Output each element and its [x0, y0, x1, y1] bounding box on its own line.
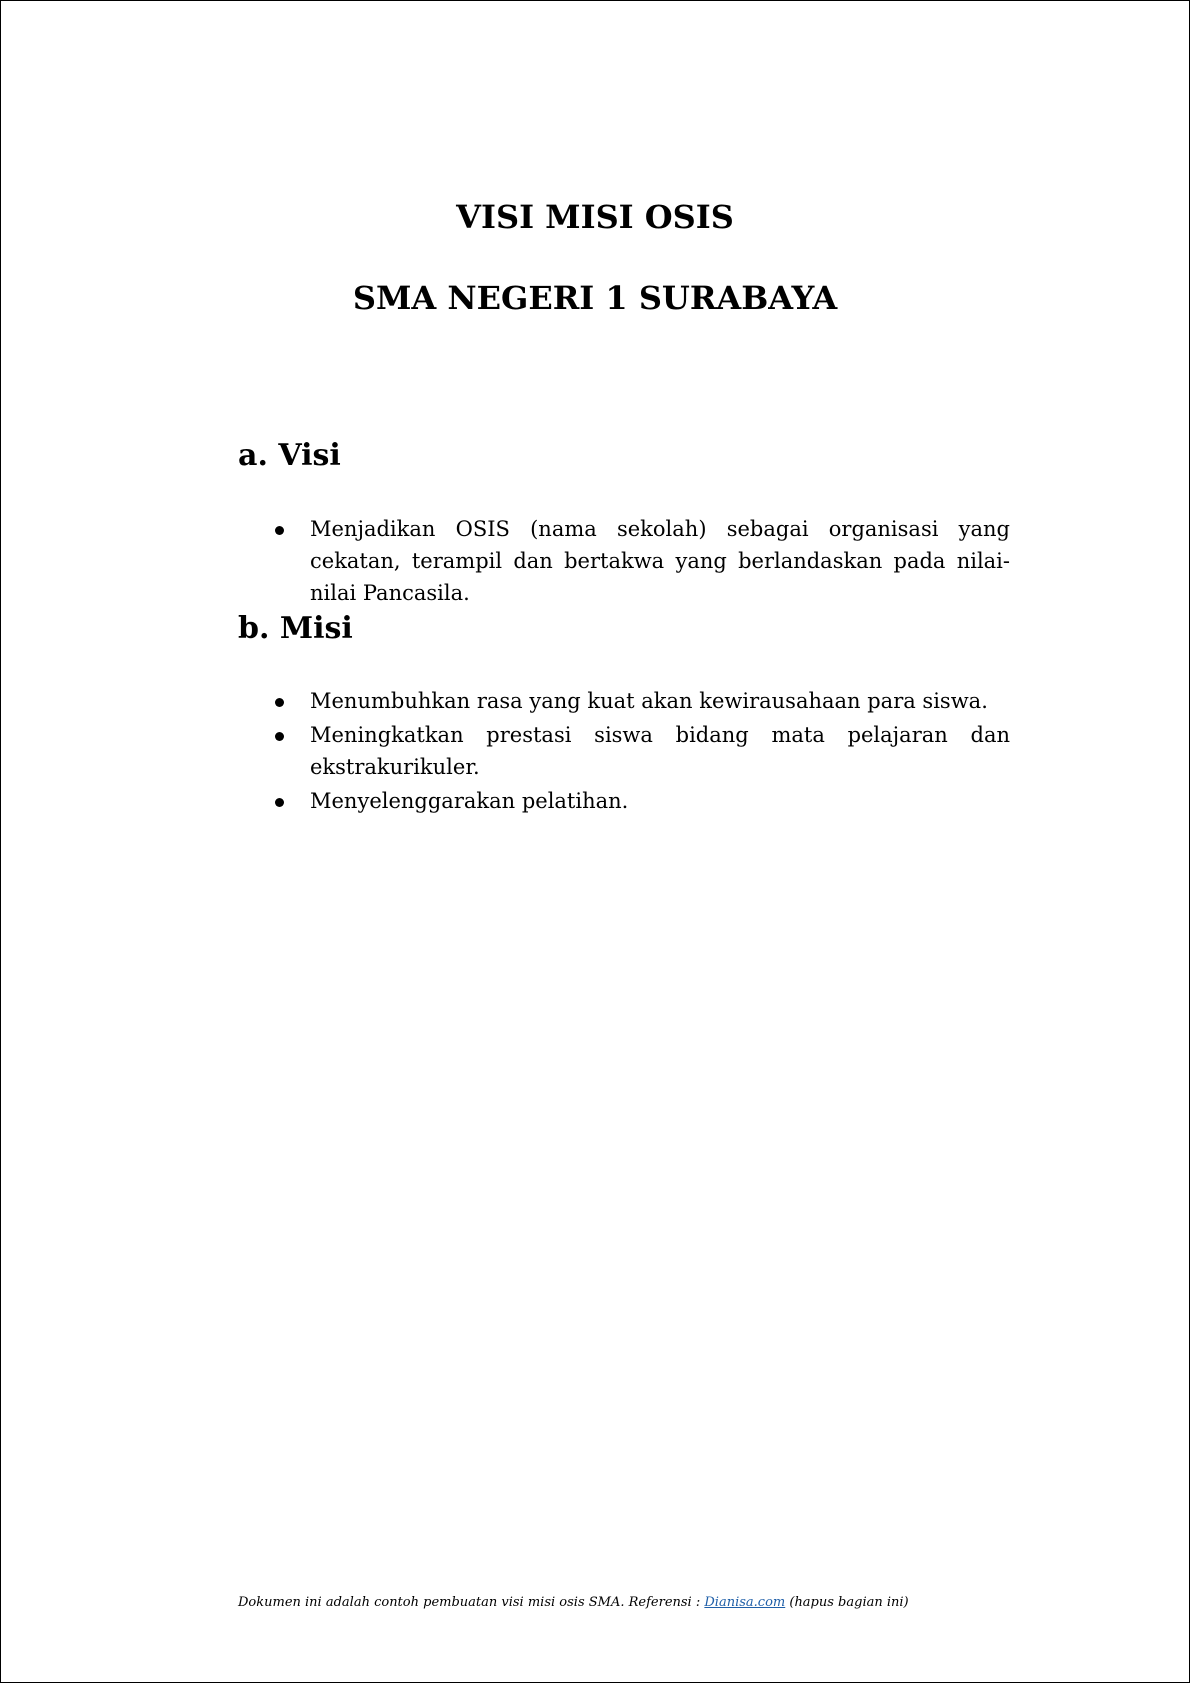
- bullet-icon: [275, 732, 284, 741]
- document-title: VISI MISI OSIS: [456, 198, 734, 236]
- list-item: [238, 513, 1010, 609]
- misi-list: [238, 685, 1010, 819]
- bullet-icon: [275, 698, 284, 707]
- list-item: [238, 785, 1010, 817]
- list-item: [238, 719, 1010, 783]
- bullet-icon: [275, 526, 284, 535]
- list-item-text: Meningkatkan prestasi siswa bidang mata pelajaran dan ekstrakurikuler.: [310, 723, 1010, 779]
- footer-suffix: (hapus bagian ini): [785, 1595, 909, 1610]
- list-item-text: Menjadikan OSIS (nama sekolah) sebagai organisasi yang cekatan, terampil dan bertakwa yang berlandaskan pada nilai-nilai Pancasila.: [310, 517, 1010, 605]
- list-item-text: Menyelenggarakan pelatihan.: [310, 789, 629, 813]
- bullet-icon: [275, 798, 284, 807]
- visi-list: [238, 513, 1010, 611]
- footer-prefix: Dokumen ini adalah contoh pembuatan visi misi osis SMA. Referensi :: [238, 1595, 705, 1610]
- list-item: [238, 685, 1010, 717]
- section-heading-visi: a. Visi: [238, 438, 341, 473]
- list-item-text: Menumbuhkan rasa yang kuat akan kewirausahaan para siswa.: [310, 689, 988, 713]
- document-subtitle: SMA NEGERI 1 SURABAYA: [352, 279, 838, 317]
- footer-note: [238, 1594, 909, 1612]
- reference-link[interactable]: Dianisa.com: [704, 1595, 786, 1610]
- section-heading-misi: b. Misi: [238, 611, 353, 646]
